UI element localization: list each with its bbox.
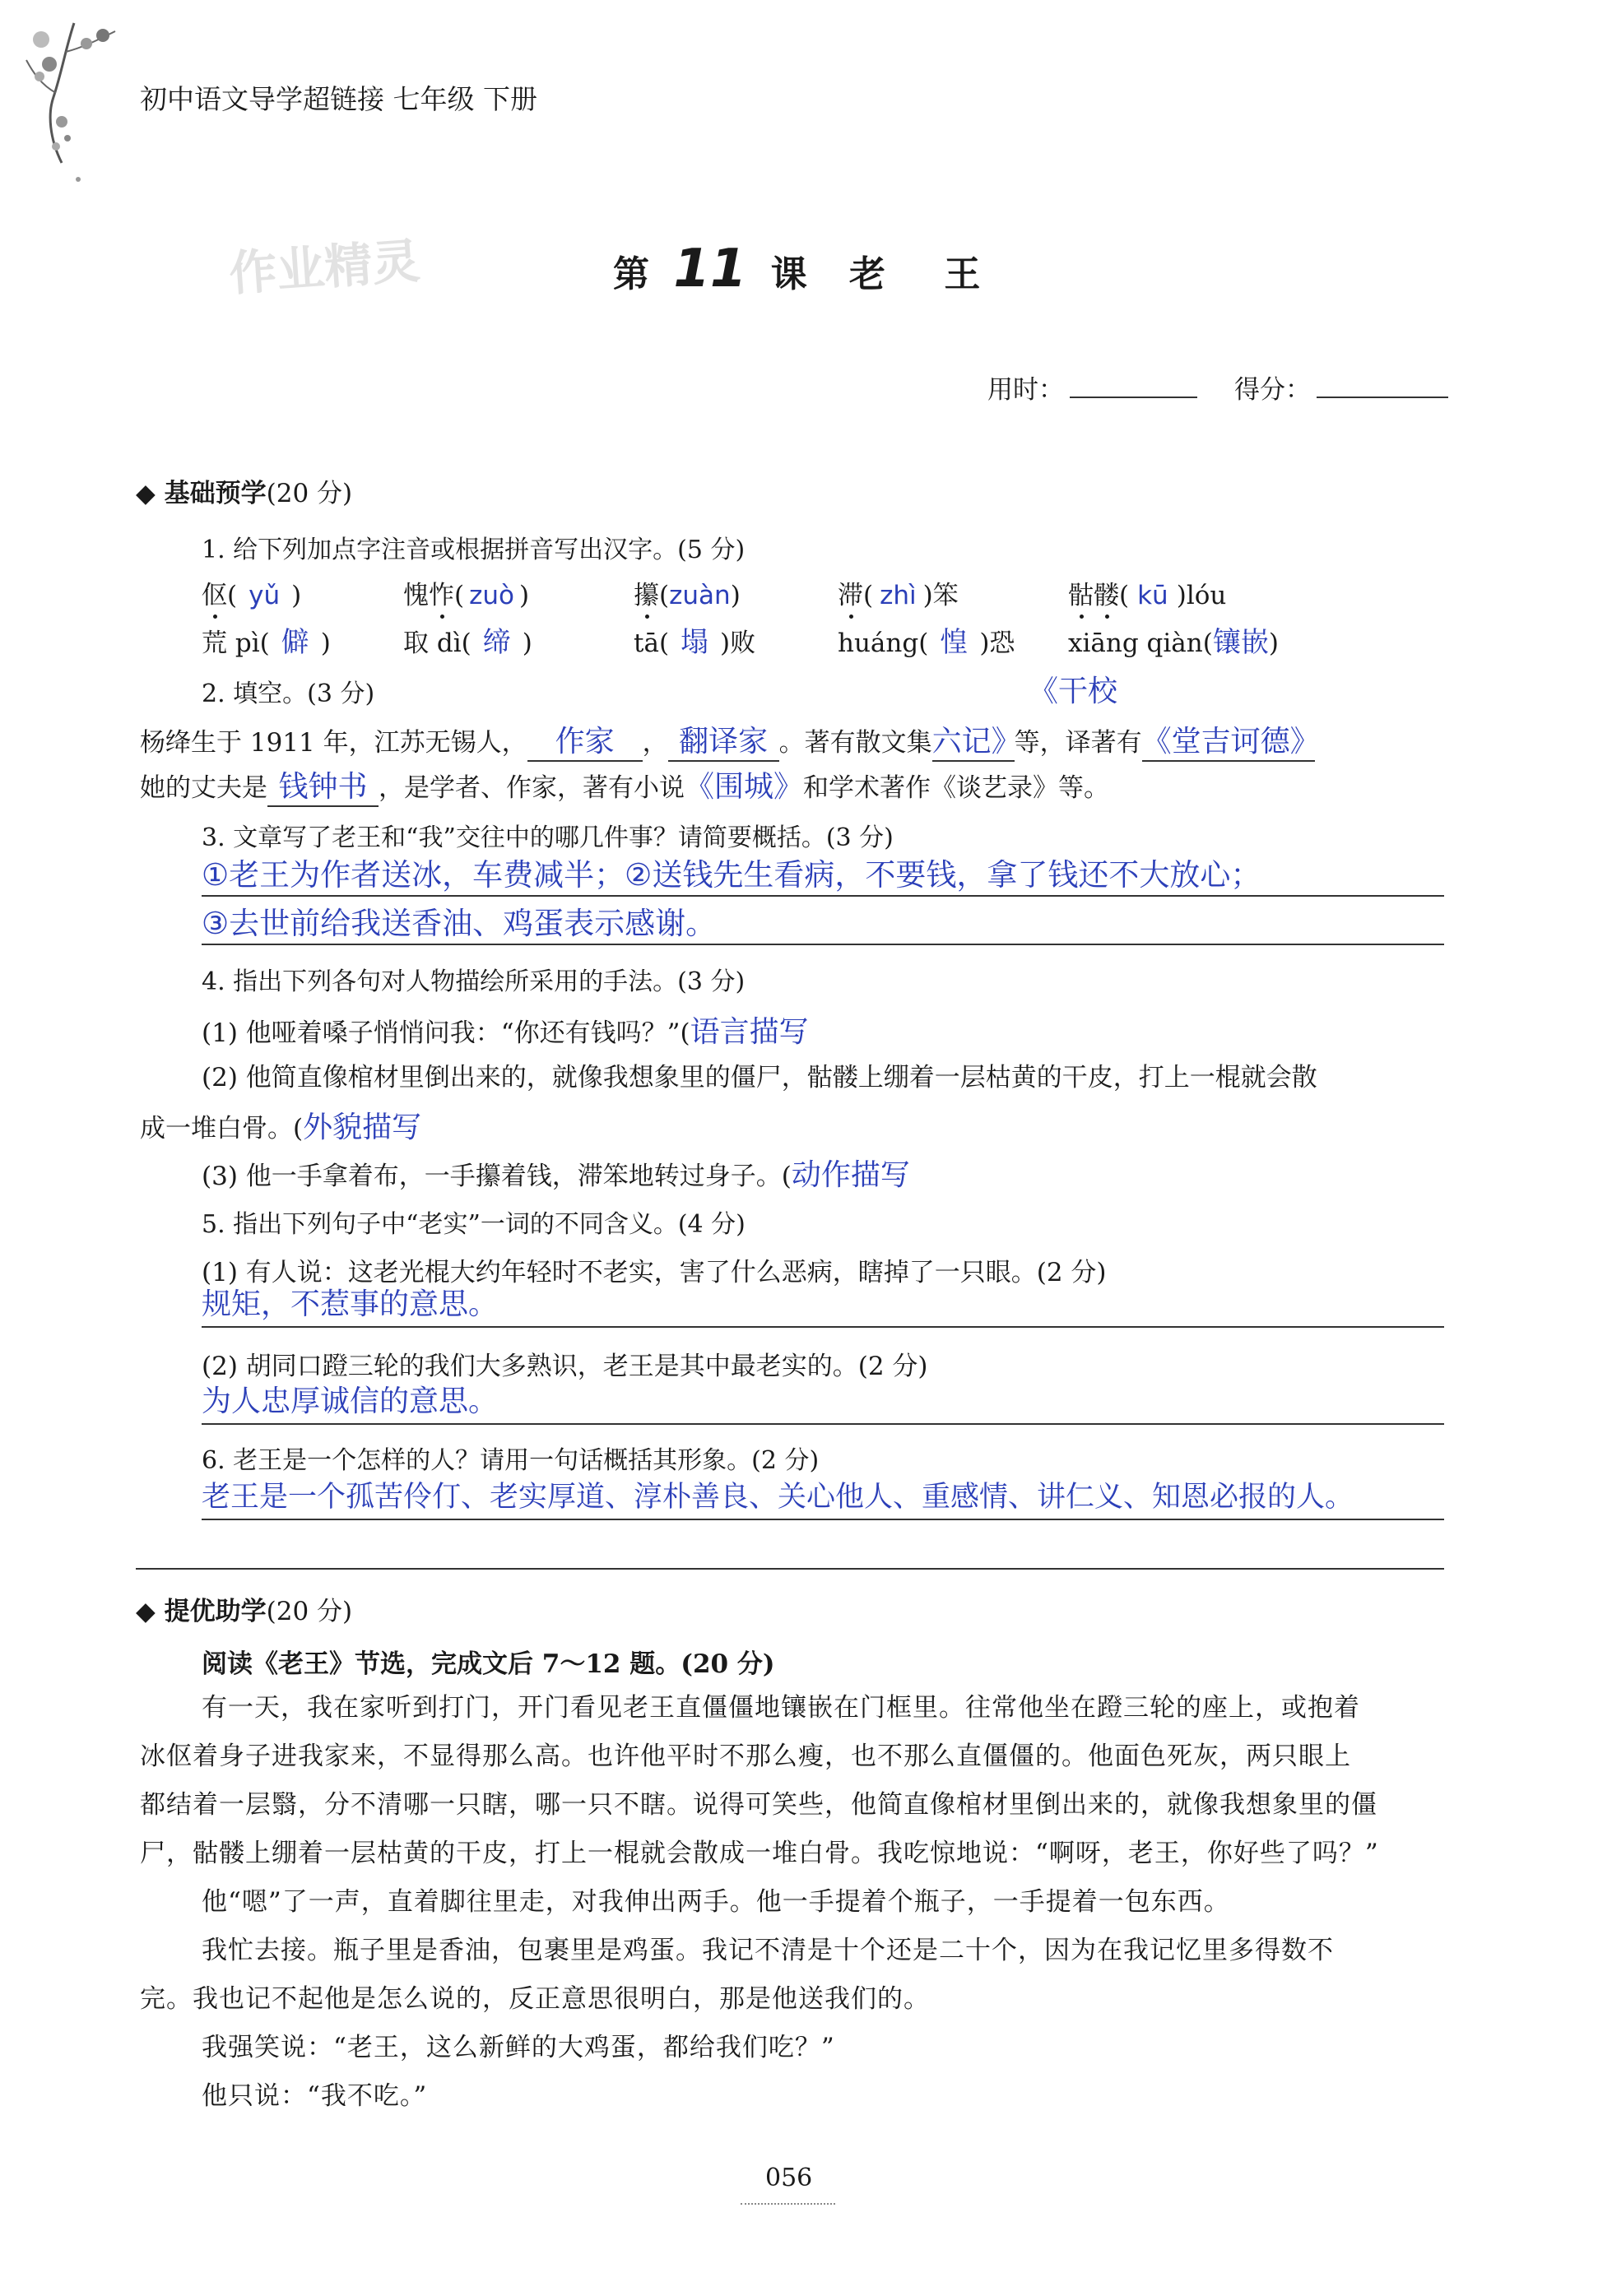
passage-line: 尸，骷髅上绷着一层枯黄的干皮，打上一棍就会散成一堆白骨。我吃惊地说：“啊呀，老王，你好些了吗？” (140, 1839, 1379, 1868)
q1-answer[interactable]: 惶 (940, 626, 969, 659)
q1-answer[interactable]: yǔ (249, 581, 281, 610)
q1-answer[interactable]: zuò (469, 581, 514, 610)
q6-answer[interactable]: 老王是一个孤苦伶仃、老实厚道、淳朴善良、关心他人、重感情、讲仁义、知恩必报的人。 (202, 1481, 1354, 1514)
passage-line: 我忙去接。瓶子里是香油，包裹里是鸡蛋。我记不清是十个还是二十个，因为在我记忆里多得数不 (202, 1936, 1334, 1965)
q1-answer[interactable]: zhì (880, 581, 917, 610)
q2-answer-5[interactable]: 钱钟书 (278, 770, 368, 804)
diamond-icon: ◆ (136, 479, 165, 508)
passage-line: 我强笑说：“老王，这么新鲜的大鸡蛋，都给我们吃？” (202, 2033, 835, 2062)
q1-answer[interactable]: zuàn (669, 581, 731, 610)
q2-line-1: 杨绛生于 1911 年，江苏无锡人， 作家 ， 翻译家 。著有散文集六记》等，译著有《堂吉诃德》 (140, 718, 1315, 762)
q3-prompt: 3. 文章写了老王和“我”交往中的哪几件事？请简要概括。(3 分) (202, 823, 894, 852)
q2-answer-3[interactable]: 六记》 (931, 725, 1021, 758)
passage-line: 完。我也记不起他是怎么说的，反正意思很明白，那是他送我们的。 (140, 1984, 930, 2014)
q2-answer-6[interactable]: 《围城》 (685, 770, 804, 804)
q1-item-6: 荒 pì( 僻 ) (202, 626, 331, 659)
q1-item-3: 攥(zuàn) (634, 581, 741, 610)
passage-line: 都结着一层翳，分不清哪一只瞎，哪一只不瞎。说得可笑些，他简直像棺材里倒出来的，就像我想象里的僵 (140, 1790, 1377, 1820)
q3-answer-line-1[interactable]: ①老王为作者送冰，车费减半；②送钱先生看病，不要钱，拿了钱还不大放心； (202, 857, 1261, 893)
reading-passage (140, 1684, 1456, 2121)
q5-answer-rule-1 (202, 1326, 1444, 1328)
time-blank[interactable] (1070, 387, 1197, 398)
lesson-prefix: 第 (613, 253, 649, 295)
q1-answer[interactable]: kū (1137, 581, 1168, 610)
reading-instruction: 阅读《老王》节选，完成文后 7～12 题。(20 分) (202, 1649, 775, 1679)
q1-item-2: 愧怍( zuò ) (403, 581, 530, 610)
q4-prompt: 4. 指出下列各句对人物描绘所采用的手法。(3 分) (202, 967, 746, 996)
passage-line: 他只说：“我不吃。” (202, 2081, 428, 2111)
score-label: 得分： (1234, 375, 1311, 405)
q3-answer-rule-2 (202, 944, 1444, 945)
q1-answer[interactable]: 塌 (681, 626, 709, 659)
q3-answer-line-2[interactable]: ③去世前给我送香油、鸡蛋表示感谢。 (202, 906, 717, 941)
q4-sentence-1: (1) 他哑着嗓子悄悄问我：“你还有钱吗？”(语言描写 (202, 1015, 809, 1049)
section-advance-heading: ◆ 提优助学(20 分) (136, 1597, 353, 1626)
q2-answer-3-top[interactable]: 《干校 (1029, 675, 1118, 708)
q4-answer-3[interactable]: 动作描写 (791, 1158, 910, 1192)
q5-answer-1[interactable]: 规矩，不惹事的意思。 (202, 1287, 499, 1321)
q1-answer[interactable]: 僻 (281, 626, 309, 659)
q1-item-7: 取 dì( 缔 ) (403, 626, 532, 659)
q3-answer-rule-1 (202, 895, 1444, 897)
lesson-title (613, 239, 1003, 299)
diamond-icon: ◆ (136, 1597, 165, 1626)
plum-blossom-decoration (16, 15, 123, 188)
q5-answer-2[interactable]: 为人忠厚诚信的意思。 (202, 1385, 499, 1418)
q1-item-5: 骷髅( kū )lóu (1068, 581, 1227, 610)
lesson-middle: 课 (770, 253, 807, 295)
time-label: 用时： (987, 375, 1064, 405)
page-number: 056 (765, 2164, 813, 2192)
q1-answer[interactable]: 缔 (482, 626, 511, 659)
q2-line-2: 她的丈夫是 钱钟书 ，是学者、作家，著有小说《围城》和学术著作《谈艺录》等。 (140, 763, 1109, 807)
q5-sentence-2: (2) 胡同口蹬三轮的我们大多熟识，老王是其中最老实的。(2 分) (202, 1352, 928, 1381)
q1-prompt: 1. 给下列加点字注音或根据拼音写出汉字。(5 分) (202, 536, 746, 564)
section-divider (136, 1568, 1444, 1570)
q1-item-9: huáng( 惶 )恐 (838, 626, 1015, 659)
q6-prompt: 6. 老王是一个怎样的人？请用一句话概括其形象。(2 分) (202, 1446, 820, 1475)
section-basic-heading: ◆ 基础预学(20 分) (136, 479, 353, 508)
passage-line: 他“嗯”了一声，直着脚往里走，对我伸出两手。他一手提着个瓶子，一手提着一包东西。 (202, 1887, 1230, 1917)
q2-answer-4[interactable]: 《堂吉诃德》 (1141, 725, 1320, 758)
passage-line: 有一天，我在家听到打门，开门看见老王直僵僵地镶嵌在门框里。往常他坐在蹬三轮的座上，或抱着 (202, 1693, 1360, 1723)
q2-answer-1[interactable]: 作家 (555, 725, 615, 758)
q1-item-10: xiāng qiàn(镶嵌) (1068, 626, 1279, 659)
q1-item-8: tā( 塌 )败 (634, 626, 756, 659)
q4-answer-2[interactable]: 外貌描写 (303, 1111, 422, 1144)
q1-item-1: 伛( yǔ ) (202, 581, 302, 610)
watermark: 作业精灵 (227, 232, 422, 302)
lesson-name: 老 王 (849, 253, 1004, 295)
q2-prompt: 2. 填空。(3 分) (202, 680, 375, 708)
q1-answer[interactable]: 镶嵌 (1212, 626, 1269, 659)
q6-answer-rule (202, 1519, 1444, 1520)
lesson-number: 11 (673, 239, 747, 299)
q1-item-4: 滞( zhì )笨 (838, 581, 959, 610)
q4-answer-1[interactable]: 语言描写 (690, 1015, 809, 1049)
q5-prompt: 5. 指出下列句子中“老实”一词的不同含义。(4 分) (202, 1210, 746, 1239)
q4-sentence-3: (3) 他一手拿着布，一手攥着钱，滞笨地转过身子。(动作描写 (202, 1158, 910, 1192)
score-blank[interactable] (1317, 387, 1448, 398)
q4-sentence-2-line-1: (2) 他简直像棺材里倒出来的，就像我想象里的僵尸，骷髅上绷着一层枯黄的干皮，打上一棍就会散 (202, 1063, 1317, 1092)
book-title: 初中语文导学超链接 七年级 下册 (140, 83, 537, 115)
q4-sentence-2-line-2: 成一堆白骨。(外貌描写 (140, 1111, 422, 1144)
q5-answer-rule-2 (202, 1423, 1444, 1425)
q2-answer-2[interactable]: 翻译家 (679, 725, 769, 758)
page-number-underline (741, 2203, 835, 2205)
q5-sentence-1: (1) 有人说：这老光棍大约年轻时不老实，害了什么恶病，瞎掉了一只眼。(2 分) (202, 1258, 1107, 1287)
passage-line: 冰伛着身子进我家来，不显得那么高。也许他平时不那么瘦，也不那么直僵僵的。他面色死灰，两只眼上 (140, 1742, 1351, 1771)
